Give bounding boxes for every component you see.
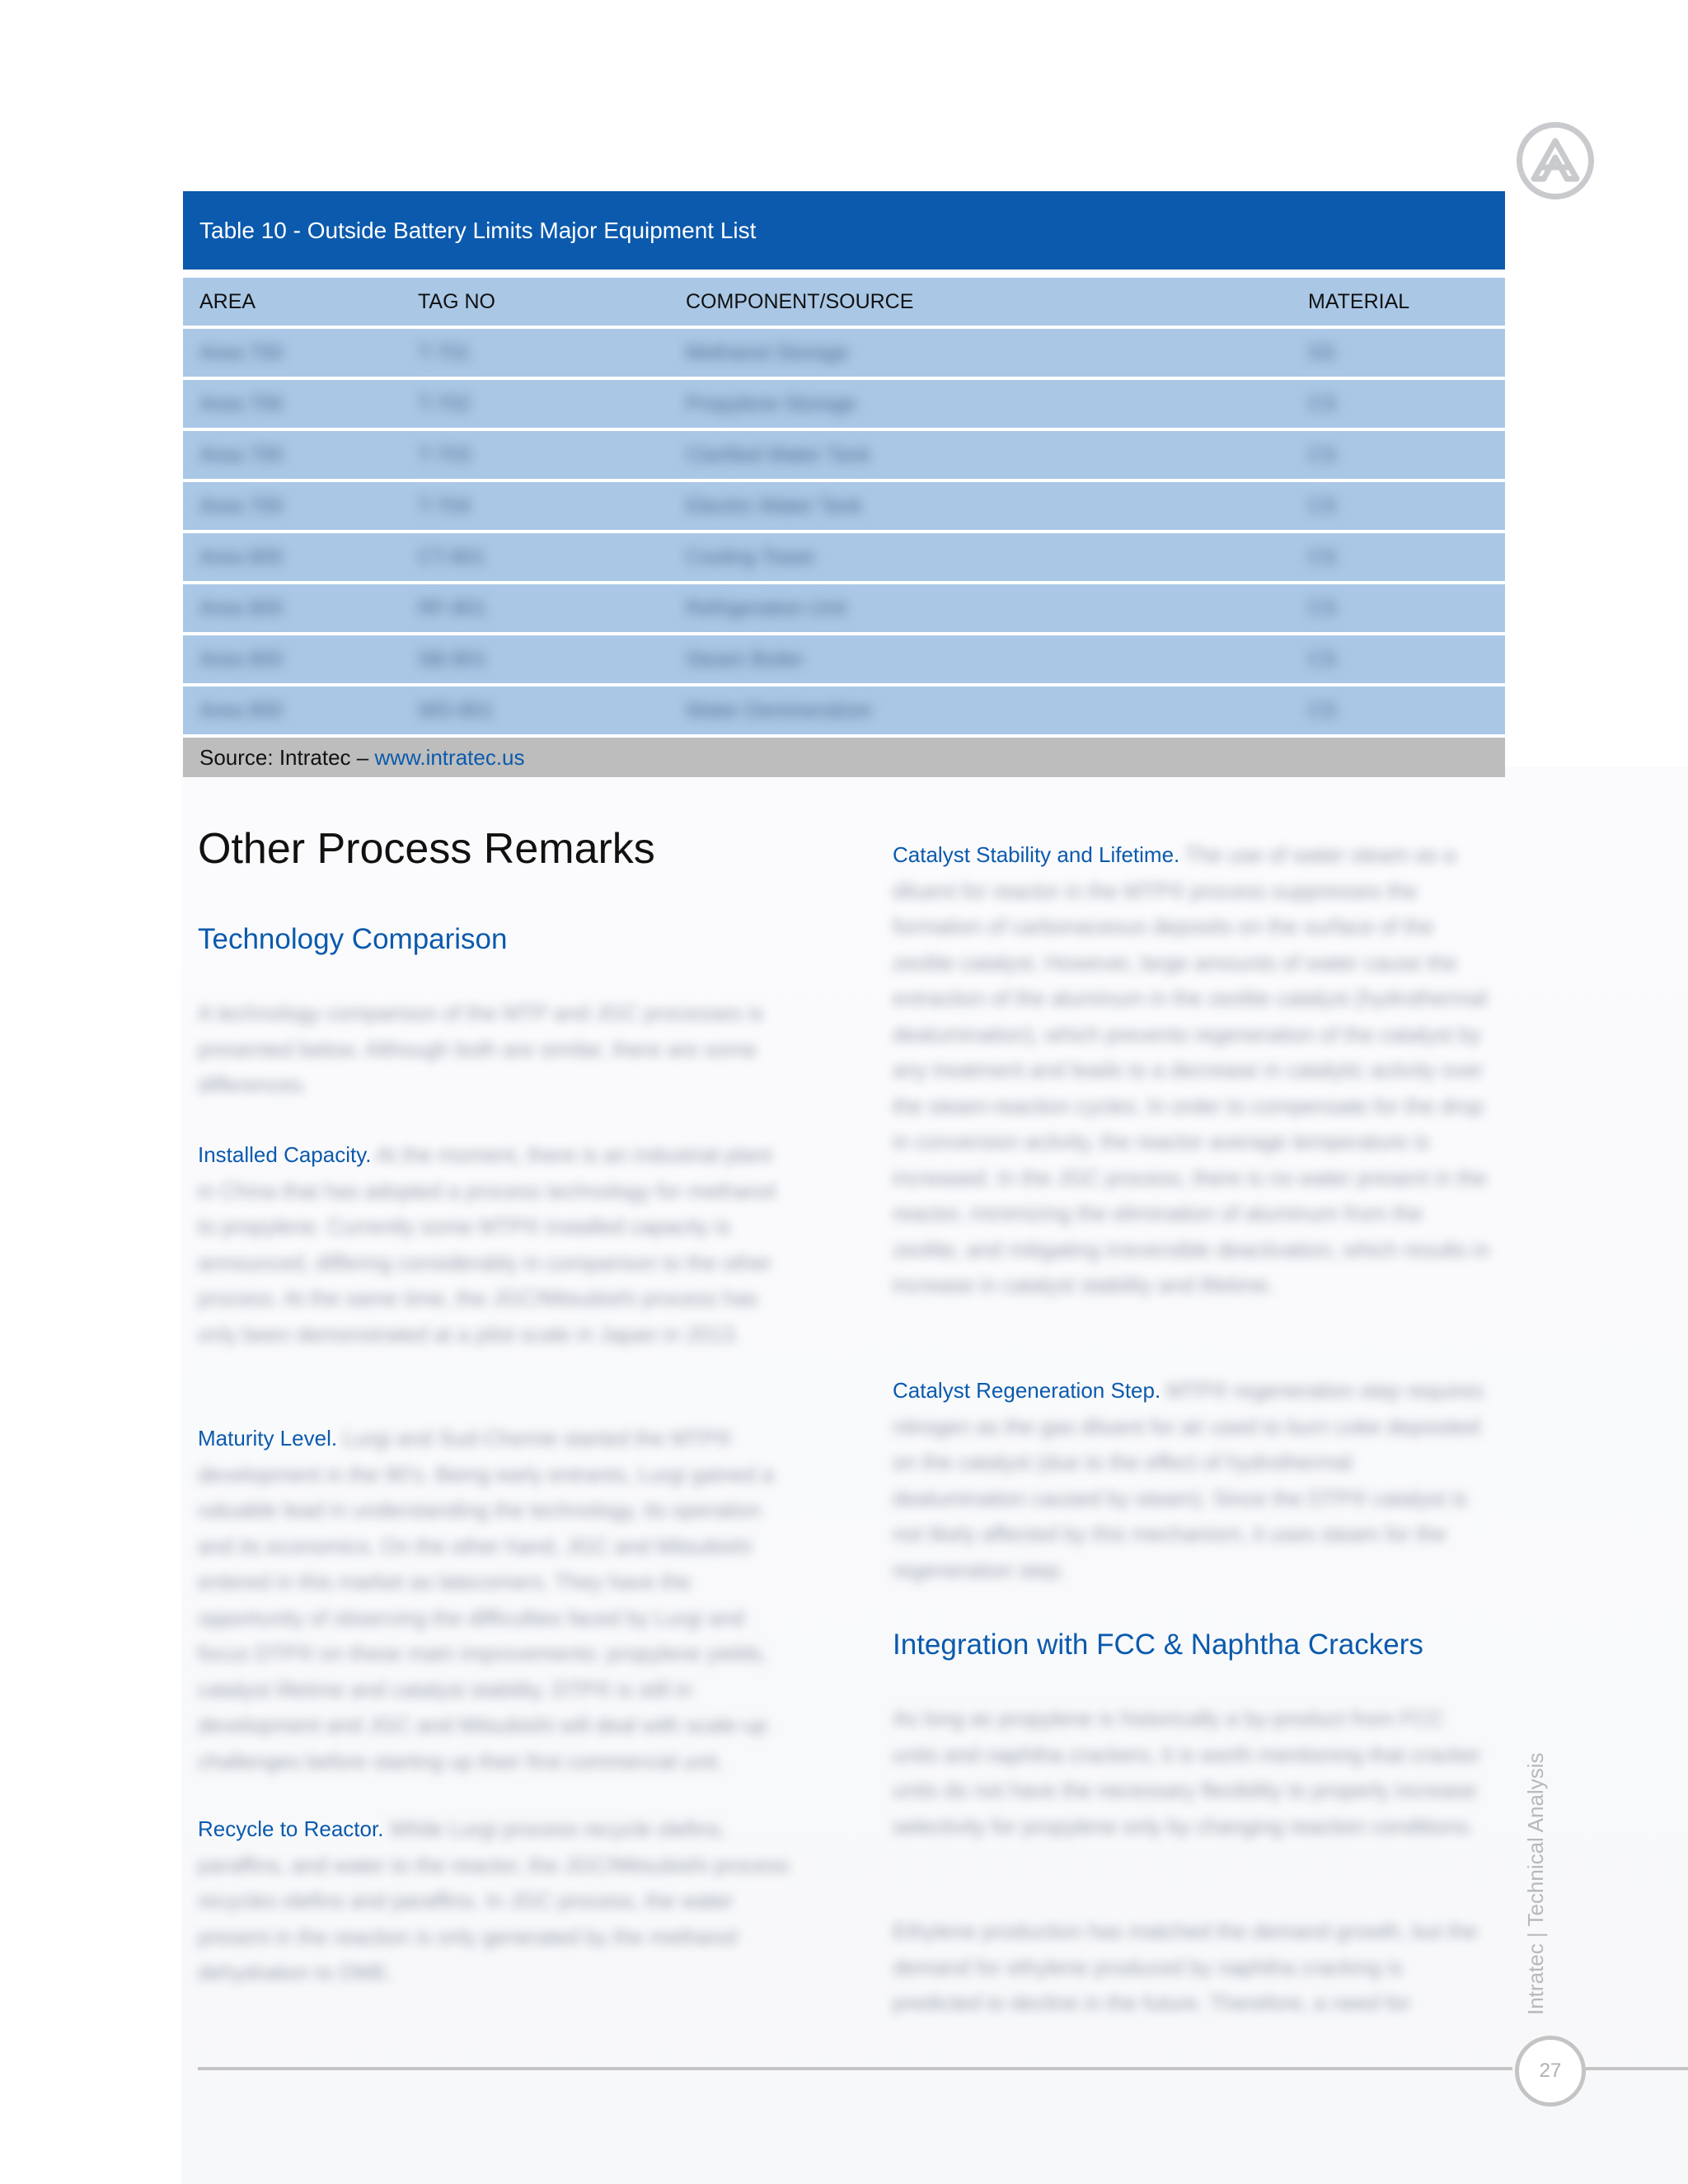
table-source <box>183 738 1505 777</box>
cell-tag: CT-801 <box>418 545 485 569</box>
table-row <box>183 533 1505 581</box>
cell-area: Area 700 <box>199 494 284 518</box>
table-title: Table 10 - Outside Battery Limits Major Equipment List <box>183 191 1505 269</box>
table-row <box>183 380 1505 428</box>
header-tag-no: TAG NO <box>418 289 495 313</box>
cell-material: CS <box>1308 545 1337 569</box>
cell-material: CS <box>1308 647 1337 671</box>
side-running-title: Intratec | Technical Analysis <box>1523 1752 1548 2015</box>
catalyst-stability-paragraph <box>893 837 1491 1304</box>
cell-tag: WD-801 <box>418 698 494 722</box>
intratec-logo-icon <box>1517 122 1594 199</box>
recycle-lead: Recycle to Reactor. <box>198 1816 384 1841</box>
cell-component: Steam Boiler <box>686 647 804 671</box>
catalyst-regeneration-text: MTP® regeneration step requires nitrogen as the gas diluent for air used to burn coke deposited on the catalyst (due to the effect of hydrothermal dealumination caused by steam). Since the DTP® catalyst is not likely affected by this mechanism, it uses steam for the regeneration step. <box>893 1378 1484 1582</box>
source-label: Source: Intratec – <box>199 745 375 770</box>
footer-divider-right <box>1582 2067 1688 2070</box>
section-heading: Other Process Remarks <box>198 825 655 873</box>
cell-tag: T-702 <box>418 391 471 415</box>
cell-material: CS <box>1308 391 1337 415</box>
cell-component: Cooling Tower <box>686 545 816 569</box>
cell-area: Area 700 <box>199 340 284 364</box>
page-number: 27 <box>1515 2036 1586 2107</box>
cell-area: Area 800 <box>199 596 284 620</box>
integration-heading: Integration with FCC & Naphtha Crackers <box>893 1629 1423 1661</box>
cell-area: Area 700 <box>199 391 284 415</box>
catalyst-stability-lead: Catalyst Stability and Lifetime. <box>893 842 1180 867</box>
cell-tag: T-701 <box>418 340 471 364</box>
installed-capacity-lead: Installed Capacity. <box>198 1142 372 1167</box>
cell-tag: T-703 <box>418 443 471 466</box>
catalyst-regeneration-lead: Catalyst Regeneration Step. <box>893 1378 1161 1403</box>
cell-material: CS <box>1308 596 1337 620</box>
header-area: AREA <box>199 289 256 313</box>
cell-material: SS <box>1308 340 1336 364</box>
table-row <box>183 687 1505 734</box>
table-row <box>183 584 1505 632</box>
integration-paragraph-1: As long as propylene is historically a by-product from FCC units and naphtha crackers, it is worth mentioning that cracker units do not have the necessary flexibility to properly increase selectivity for propylene only by changing reaction conditions. <box>893 1706 1481 1839</box>
maturity-level-paragraph <box>198 1421 791 1779</box>
maturity-level-text: Lurgi and Sud-Chemie started the MTP® development in the 90's. Being early entrants, Lurgi gained a valuable lead in understanding the technology, its operation and its economics. On the other hand, JGC and Mitsubishi entered in this market as latecomers. They have the opportunity of observing the difficulties faced by Lurgi and focus DTP® on these main improvements: propylene yields, catalyst lifetime and catalyst stability. DTP® is still in development and JGC and Mitsubishi will deal with scale-up challenges before starting up their first commercial unit. <box>198 1426 774 1774</box>
cell-material: CS <box>1308 698 1337 722</box>
cell-material: CS <box>1308 443 1337 466</box>
table-header-row <box>183 278 1505 326</box>
maturity-level-lead: Maturity Level. <box>198 1426 338 1451</box>
cell-tag: RF-801 <box>418 596 487 620</box>
cell-component: Clarified Water Tank <box>686 443 870 466</box>
table-row <box>183 431 1505 479</box>
cell-component: Propylene Storage <box>686 391 857 415</box>
catalyst-stability-text: The use of water steam as a diluent for reactor in the MTP® process suppresses the formation of carbonaceous deposits on the surface of the zeolite catalyst. However, large amounts of water cause the extraction of the aluminum in the zeolite catalyst (hydrothermal dealumination), which prevents regeneration of the catalyst by any treatment and leads to a decrease in catalytic activity over the steam-reaction cycles. In order to compensate for the drop in conversion activity, the reactor average temperature is increased. In the JGC process, there is no water present in the reactor, minimizing the elimination of aluminum from the zeolite, and mitigating irreversible deactivation, which results in increase in catalyst stability and lifetime. <box>893 842 1490 1297</box>
cell-component: Electric Water Tank <box>686 494 862 518</box>
table-row <box>183 329 1505 377</box>
intro-paragraph: A technology comparison of the MTP and JGC processes is presented below. Although both are similar, there are some differences. <box>198 1001 763 1097</box>
equipment-table <box>183 191 1505 777</box>
installed-capacity-paragraph <box>198 1137 791 1352</box>
technology-comparison-heading: Technology Comparison <box>198 923 508 955</box>
installed-capacity-text: At the moment, there is an industrial plant in China that has adopted a process technology for methanol to propylene. Currently some MTP® installed capacity is announced, differing considerably in comparison to the other process. At the same time, the JGC/Mitsubishi process has only been demonstrated at a pilot scale in Japan in 2013. <box>198 1142 776 1347</box>
recycle-text: While Lurgi process recycle olefins, paraffins, and water to the reactor, the JGC/Mitsubishi process recycles olefins and paraffins. In JGC process, the water present in the reaction is only generated by the methanol dehydration to DME. <box>198 1816 790 1985</box>
recycle-paragraph <box>198 1811 791 1991</box>
header-component-source: COMPONENT/SOURCE <box>686 289 914 313</box>
cell-component: Water Demineralizer <box>686 698 873 722</box>
cell-tag: SB-801 <box>418 647 487 671</box>
table-row <box>183 635 1505 683</box>
cell-area: Area 700 <box>199 443 284 466</box>
cell-tag: T-704 <box>418 494 471 518</box>
catalyst-regeneration-paragraph <box>893 1373 1491 1588</box>
cell-area: Area 800 <box>199 698 284 722</box>
cell-component: Methanol Storage <box>686 340 849 364</box>
footer-divider <box>198 2067 1512 2070</box>
cell-material: CS <box>1308 494 1337 518</box>
cell-component: Refrigeration Unit <box>686 596 846 620</box>
table-row <box>183 482 1505 530</box>
cell-area: Area 800 <box>199 545 284 569</box>
cell-area: Area 800 <box>199 647 284 671</box>
source-link[interactable]: www.intratec.us <box>374 745 525 770</box>
integration-paragraph-2: Ethylene production has matched the demand growth, but the demand for ethylene produced by naphtha cracking is predicted to decline in the future. Therefore, a need for <box>893 1919 1478 2015</box>
header-material: MATERIAL <box>1308 289 1410 313</box>
